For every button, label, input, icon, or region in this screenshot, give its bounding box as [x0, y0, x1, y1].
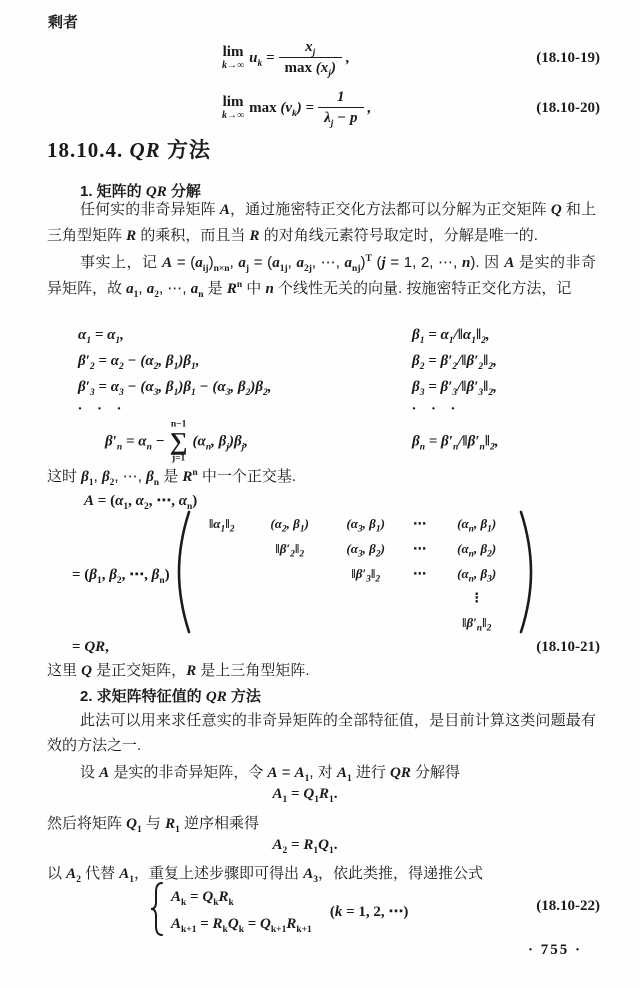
paragraph-method-intro: 此法可以用来求任意实的非奇异矩阵的全部特征值，是目前计算这类问题最有效的方法之一. [47, 712, 596, 754]
limit-operator [222, 45, 244, 71]
equation-tail: , [345, 49, 350, 66]
equation-number: (18.10-21) [536, 638, 600, 655]
system-condition: (k = 1, 2, ⋯) [329, 903, 409, 920]
equation-number: (18.10-20) [536, 99, 600, 116]
sum-upper-limit: n−1 [170, 419, 187, 430]
gs-left-3: $\beta'_3 = \alpha_3 - (\alpha_3$, $\beta_1)\beta_1 - (\alpha_3$, $\beta_2)\beta_2$, [78, 379, 272, 398]
gs-right-2: $\beta_2$ = $\beta'_2/‖\beta'_2‖_2$, [412, 353, 497, 372]
gs-right-3: $\beta_3$ = $\beta'_3/‖\beta'_3‖_2$, [412, 379, 497, 398]
matrix-cell [256, 562, 324, 587]
gram-schmidt-row-2 [0, 353, 640, 379]
gs-sum-left [105, 420, 248, 465]
fraction-denominator: $\lambda_j - p$ [318, 107, 363, 128]
page-number: · 755 · [527, 942, 582, 958]
gs-left-2: $\beta'_2 = \alpha_2 - (\alpha_2$, $\beta_1)\beta_1$, [78, 353, 200, 372]
fraction-numerator: 1 [337, 89, 345, 105]
fraction-numerator: $x_j$ [305, 39, 316, 58]
gs-sum-pre: $\beta'_n = \alpha_n$ − [105, 433, 165, 453]
equation-lhs: $u_k$ = [249, 49, 275, 69]
gram-schmidt-row-1 [0, 327, 640, 353]
fraction-denominator: $\max (x_j)$ [279, 57, 342, 78]
system-equations [171, 884, 312, 938]
equation-18-10-19 [0, 32, 640, 84]
paragraph-let-a: 设 A 是实的非奇异矩阵，令 $A = A_1$, 对 $A_1$ 进行 QR 分解得 [80, 764, 461, 784]
matrix-cell: ($\alpha_2$, $\beta_1$) [270, 516, 309, 535]
summation-operator [170, 420, 188, 465]
gram-schmidt-sum-row [0, 418, 640, 466]
equation-lhs: $\max (v_k)$ = [249, 99, 315, 119]
matrix-cell: ⋮ [470, 590, 484, 606]
matrix-cell [196, 562, 248, 587]
matrix-cell: ⋯ [413, 516, 427, 531]
paragraph-orthobasis: 这时 $\beta_1$, $\beta_2$, ⋯, $\beta_n$ 是 $R^n$ 中一个正交基. [47, 468, 297, 488]
lim-text: lim [222, 44, 244, 60]
matrix-cell: ($\alpha_3$, $\beta_1$) [346, 516, 385, 535]
paragraph-q-r-description: 这里 Q 是正交矩阵，R 是上三角型矩阵. [47, 662, 310, 679]
lim-subscript: k→∞ [222, 60, 245, 71]
limit-operator [222, 95, 244, 121]
recursion-system [150, 882, 408, 940]
matrix-cell [196, 611, 248, 636]
system-line-1: $A_k = Q_kR_k$ [171, 889, 234, 908]
matrix-cell: $‖\beta'_3‖_2$ [351, 565, 381, 585]
lim-text: lim [222, 94, 244, 110]
equation-number: (18.10-19) [536, 49, 600, 66]
matrix-cell: ($\alpha_n$, $\beta_2$) [457, 540, 497, 560]
sum-lower-limit: j=1 [171, 453, 186, 464]
lim-subscript: k→∞ [222, 110, 245, 121]
matrix-cell [332, 586, 400, 611]
matrix-cell [256, 611, 324, 636]
equation-a1-q1r1: $A_1 = Q_1R_1$. [272, 786, 338, 805]
matrix-cell [256, 586, 324, 611]
equation-18-10-20 [0, 82, 640, 134]
section-heading: 18.10.4. QR 方法 [47, 138, 211, 162]
equation-a2-r1q1: $A_2 = R_1Q_1$. [272, 837, 338, 856]
matrix-cell [408, 611, 432, 636]
gs-dots-right: · · · [412, 401, 461, 417]
matrix-cell: $‖\beta'_n‖_2$ [461, 615, 492, 634]
matrix-cell [196, 537, 248, 562]
equation-tail: , [367, 99, 372, 116]
system-left-brace [150, 880, 165, 942]
matrix-right-paren [518, 509, 534, 639]
paragraph-iterate: 以 $A_2$ 代替 $A_1$，重复上述步骤即可得出 $A_3$，依此类推，得递推公式 [47, 865, 483, 885]
gs-right-1: $\beta_1$ = $\alpha_1/‖\alpha_1‖_2$, [412, 327, 490, 346]
fraction [279, 38, 342, 78]
matrix-cell: $‖\beta'_2‖_2$ [275, 540, 305, 560]
system-line-2: $A_{k+1} = R_kQ_k = Q_{k+1}R_{k+1}$ [171, 916, 312, 935]
matrix-cell [196, 586, 248, 611]
equation-number: (18.10-22) [536, 898, 600, 914]
paragraph-setup: 事实上，记 $A = (a_{ij})_{n\times n}$, $a_j = (a_{1j}$, $a_{2j}$, ⋯, $a_{nj})^T$ (j = 1, 2, ⋯, n). 因 A 是实的非奇异矩阵，故 $a_1$, $a_2$, ⋯, $a_n$ 是 $R^n$ 中 n 个线性无关的向量. 按施密特正交化方法，记 [47, 254, 597, 300]
header-note: 剩者 [48, 14, 79, 31]
gs-dots-left: · · · [78, 401, 127, 417]
matrix-left-paren [176, 509, 192, 639]
matrix-cell: ($\alpha_3$, $\beta_2$) [346, 540, 385, 560]
equation-18-10-21 [0, 634, 640, 660]
paragraph-qr-decomposition: 任何实的非奇异矩阵 A，通过施密特正交化方法都可以分解为正交矩阵 Q 和上三角型矩阵 R 的乘积，而且当 R 的对角线元素符号取定时，分解是唯一的. [47, 201, 597, 244]
matrix-cell: ($\alpha_n$, $\beta_3$) [457, 565, 497, 585]
gs-sum-right: $\beta_n$ = $\beta'_n/‖\beta'_n‖_2$, [412, 433, 499, 453]
matrix-equation-line-b: = ($\beta_1$, $\beta_2$, ⋯, $\beta_n$) [72, 566, 170, 586]
subsection-2-title: 2. 求矩阵特征值的 QR 方法 [80, 688, 261, 705]
matrix-cell: $‖\alpha_1‖_2$ [208, 516, 235, 535]
matrix-equation-line-a: $A = (\alpha_1$, $\alpha_2$, ⋯, $\alpha_n$) [84, 493, 198, 512]
matrix-cell: ($\alpha_n$, $\beta_1$) [457, 516, 497, 535]
fraction [318, 88, 363, 128]
equation-body [222, 88, 371, 128]
sigma-symbol: ∑ [169, 428, 188, 456]
matrix-cell: ⋯ [413, 540, 427, 556]
equation-body [222, 38, 350, 78]
upper-triangular-matrix [196, 512, 514, 636]
matrix-cell: ⋯ [413, 565, 427, 581]
matrix-cell [332, 611, 400, 636]
qr-result: = QR, [72, 638, 109, 655]
paragraph-reverse-multiply: 然后将矩阵 $Q_1$ 与 $R_1$ 逆序相乘得 [47, 815, 260, 835]
gs-sum-post: ($\alpha_n$, $\beta_j)\beta_j$, [192, 433, 249, 453]
subsection-1-title: 1. 矩阵的 QR 分解 [80, 183, 201, 200]
gs-left-1: $\alpha_1 = \alpha_1$, [78, 327, 124, 346]
matrix-equation-block [72, 510, 534, 638]
matrix-cell [408, 586, 432, 611]
